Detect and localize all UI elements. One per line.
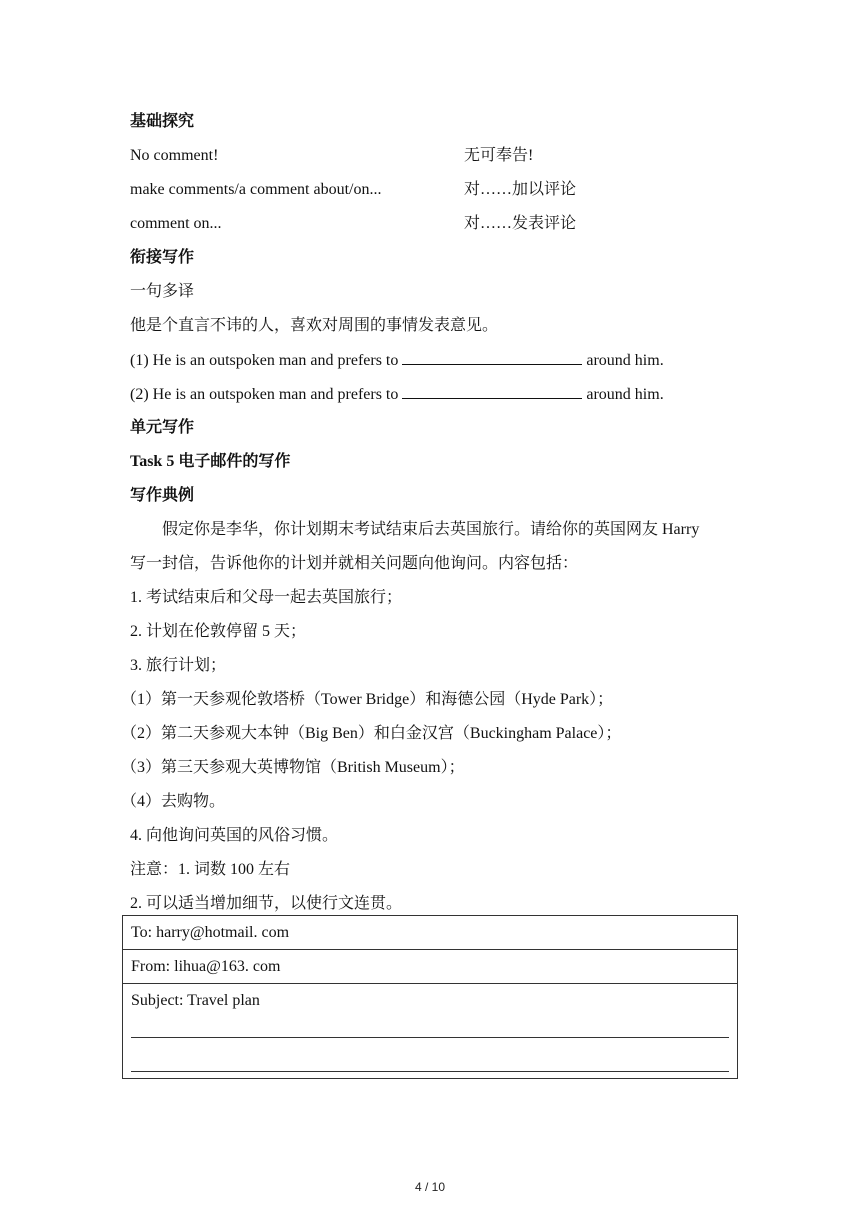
- page-number: 4 / 10: [414, 1180, 446, 1194]
- phrase-en-3: comment on...: [130, 215, 222, 232]
- answer-blank-1[interactable]: [402, 350, 582, 365]
- item-2-after: around him.: [586, 386, 664, 403]
- point-2: 2. 计划在伦敦停留 5 天；: [130, 623, 307, 640]
- section-heading-basic: 基础探究: [130, 113, 195, 130]
- phrase-zh-2: 对……加以评论: [464, 181, 577, 198]
- section-heading-unit-writing: 单元写作: [130, 419, 195, 436]
- email-to: To: harry@hotmail. com: [123, 916, 738, 950]
- item-1-after: around him.: [586, 352, 664, 369]
- chinese-sentence: 他是个直言不讳的人，喜欢对周围的事情发表意见。: [130, 317, 499, 334]
- phrase-en-1: No comment!: [130, 147, 219, 164]
- writing-line-2[interactable]: [131, 1038, 729, 1072]
- section-heading-writing: 衔接写作: [130, 249, 195, 266]
- subpoint-1: （1）第一天参观伦敦塔桥（Tower Bridge）和海德公园（Hyde Park）；: [121, 691, 614, 708]
- point-3: 3. 旅行计划；: [130, 657, 227, 674]
- email-from: From: lihua@163. com: [123, 950, 738, 984]
- email-subject: Subject: Travel plan: [131, 992, 260, 1009]
- phrase-zh-1: 无可奉告!: [464, 147, 534, 164]
- subheading-translation: 一句多译: [130, 283, 195, 300]
- subpoint-3: （3）第三天参观大英博物馆（British Museum）；: [121, 759, 465, 776]
- writing-line-1[interactable]: [131, 1011, 729, 1038]
- prompt-line-1: 假定你是李华，你计划期末考试结束后去英国旅行。请给你的英国网友 Harry: [162, 521, 700, 538]
- note-1: 注意：1. 词数 100 左右: [130, 861, 291, 878]
- translation-item-1: [130, 350, 664, 371]
- item-1-before: (1) He is an outspoken man and prefers to: [130, 352, 399, 369]
- item-2-before: (2) He is an outspoken man and prefers to: [130, 386, 399, 403]
- answer-blank-2[interactable]: [402, 384, 582, 399]
- phrase-zh-3: 对……发表评论: [464, 215, 577, 232]
- point-4: 4. 向他询问英国的风俗习惯。: [130, 827, 339, 844]
- note-2: 2. 可以适当增加细节，以使行文连贯。: [130, 895, 403, 912]
- email-template: [122, 915, 738, 1079]
- point-1: 1. 考试结束后和父母一起去英国旅行；: [130, 589, 403, 606]
- prompt-line-2: 写一封信，告诉他你的计划并就相关问题向他询问。内容包括：: [130, 555, 579, 572]
- subpoint-4: （4）去购物。: [121, 793, 226, 810]
- email-body-cell: [123, 984, 738, 1079]
- example-heading: 写作典例: [130, 487, 195, 504]
- task-title: Task 5 电子邮件的写作: [130, 453, 291, 470]
- phrase-en-2: make comments/a comment about/on...: [130, 181, 382, 198]
- subpoint-2: （2）第二天参观大本钟（Big Ben）和白金汉宫（Buckingham Palace）；: [121, 725, 622, 742]
- translation-item-2: [130, 384, 664, 405]
